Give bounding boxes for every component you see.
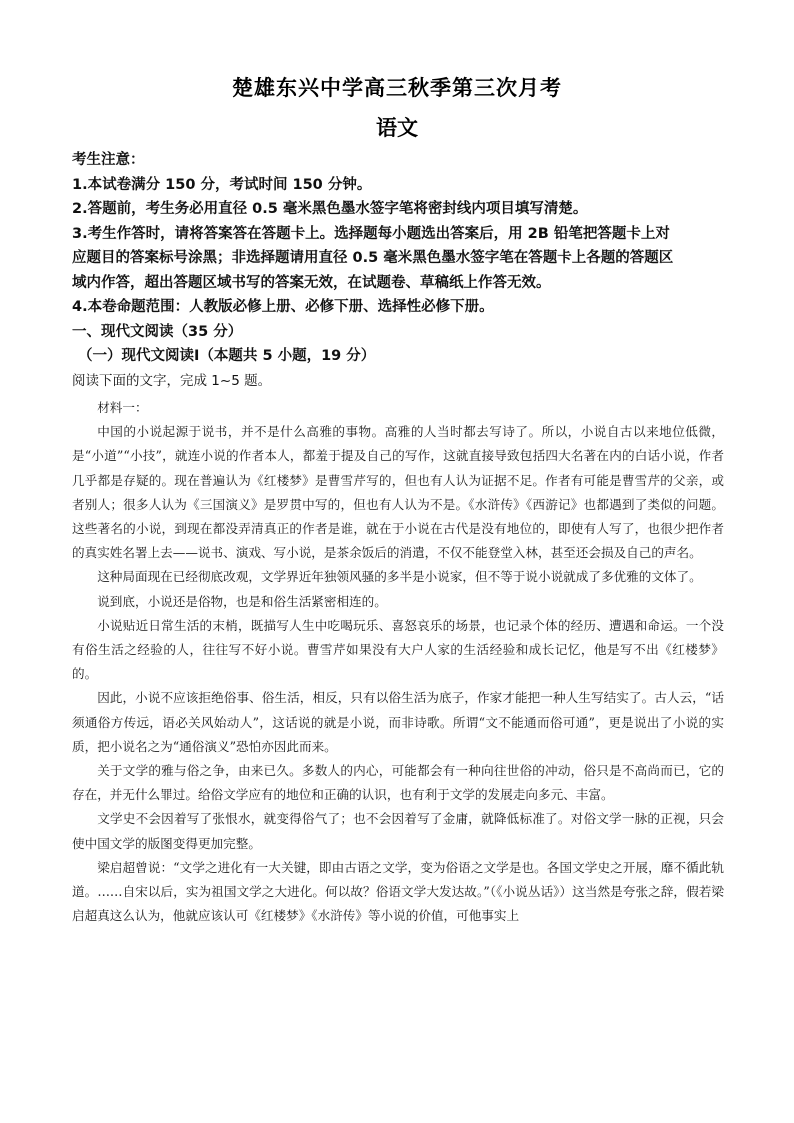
notes-heading: 考生注意： [72, 152, 145, 168]
passage-paragraph: 文学史不会因着写了张恨水，就变得俗气了；也不会因着写了金庸，就降低标准了。对俗文学一脉的正视，只会使中国文学的版图变得更加完整。 [72, 811, 724, 851]
passage-paragraph: 因此，小说不应该拒绝俗事、俗生活，相反，只有以俗生活为底子，作家才能把一种人生写结实了。古人云，“话须通俗方传远，语必关风始动人”，这话说的就是小说，而非诗歌。所谓“文不能通而俗可通”，更是说出了小说的实质，把小说名之为“通俗演义”恐怕亦因此而来。 [72, 690, 724, 754]
notes-line: 域内作答，超出答题区域书写的答案无效，在试题卷、草稿纸上作答无效。 [72, 274, 551, 291]
passage-body [72, 396, 724, 928]
notes-line: 2.答题前，考生务必用直径 0.5 毫米黑色墨水签字笔将密封线内项目填写清楚。 [72, 201, 588, 217]
reading-instruction: 阅读下面的文字，完成 1~5 题。 [72, 373, 272, 389]
notes-line: 4.本卷命题范围：人教版必修上册、必修下册、选择性必修下册。 [72, 299, 494, 315]
passage-paragraph: 梁启超曾说：“文学之进化有一大关键，即由古语之文学，变为俗语之文学是也。各国文学史之开展，靡不循此轨道。……自宋以后，实为祖国文学之大进化。何以故？俗语文学大发达故。”（《小说丛话》）这当然是夸张之辞，假若梁启超真这么认为，他就应该认可《红楼梦》《水浒传》等小说的价值，可他事实上 [72, 859, 724, 924]
subject-title: 语文 [376, 115, 418, 140]
passage-paragraph: 小说贴近日常生活的末梢，既描写人生中吃喝玩乐、喜怒哀乐的场景，也记录个体的经历、遭遇和命运。一个没有俗生活之经验的人，往往写不好小说。曹雪芹如果没有大户人家的生活经验和成长记忆，他是写不出《红楼梦》的。 [72, 617, 724, 682]
passage-paragraph: 说到底，小说还是俗物，也是和俗生活紧密相连的。 [97, 593, 387, 609]
notes-line: 1.本试卷满分 150 分，考试时间 150 分钟。 [72, 176, 372, 193]
candidate-notes [72, 148, 726, 320]
passage-label: 材料一： [97, 400, 148, 415]
notes-line: 3.考生作答时，请将答案答在答题卡上。选择题每小题选出答案后，用 2B 铅笔把答题卡上对 [72, 225, 670, 242]
passage-paragraph: 中国的小说起源于说书，并不是什么高雅的事物。高雅的人当时都去写诗了。所以，小说自古以来地位低微，是“小道”“小技”，就连小说的作者本人，都羞于提及自己的写作，这就直接导致包括四大名著在内的白话小说，作者几乎都是存疑的。现在普遍认为《红楼梦》是曹雪芹写的，但也有人认为证据不足。作者有可能是曹雪芹的父亲，或者别人；很多人认为《三国演义》是罗贯中写的，但也有人认为不是。《水浒传》《西游记》也都遇到了类似的问题。这些著名的小说，到现在都没弄清真正的作者是谁，就在于小说在古代是没有地位的，即使有人写了，也很少把作者的真实姓名署上去——说书、演戏、写小说，是茶余饭后的消遣，不仅不能登堂入林，甚至还会损及自己的声名。 [72, 424, 724, 561]
exam-title: 楚雄东兴中学高三秋季第三次月考 [232, 75, 562, 100]
notes-line: 应题目的答案标号涂黑；非选择题请用直径 0.5 毫米黑色墨水签字笔在答题卡上各题的答题区 [72, 250, 674, 266]
passage-paragraph: 关于文学的雅与俗之争，由来已久。多数人的内心，可能都会有一种向往世俗的冲动，俗只是不高尚而已，它的存在，并无什么罪过。给俗文学应有的地位和正确的认识，也有利于文学的发展走向多元、丰富。 [72, 763, 724, 803]
passage-paragraph: 这种局面现在已经彻底改观，文学界近年独领风骚的多半是小说家，但不等于说小说就成了多优雅的文体了。 [97, 569, 702, 585]
section-title: 一、现代文阅读（35 分） [72, 324, 243, 340]
subsection-title: （一）现代文阅读Ⅰ（本题共 5 小题，19 分） [78, 348, 376, 364]
